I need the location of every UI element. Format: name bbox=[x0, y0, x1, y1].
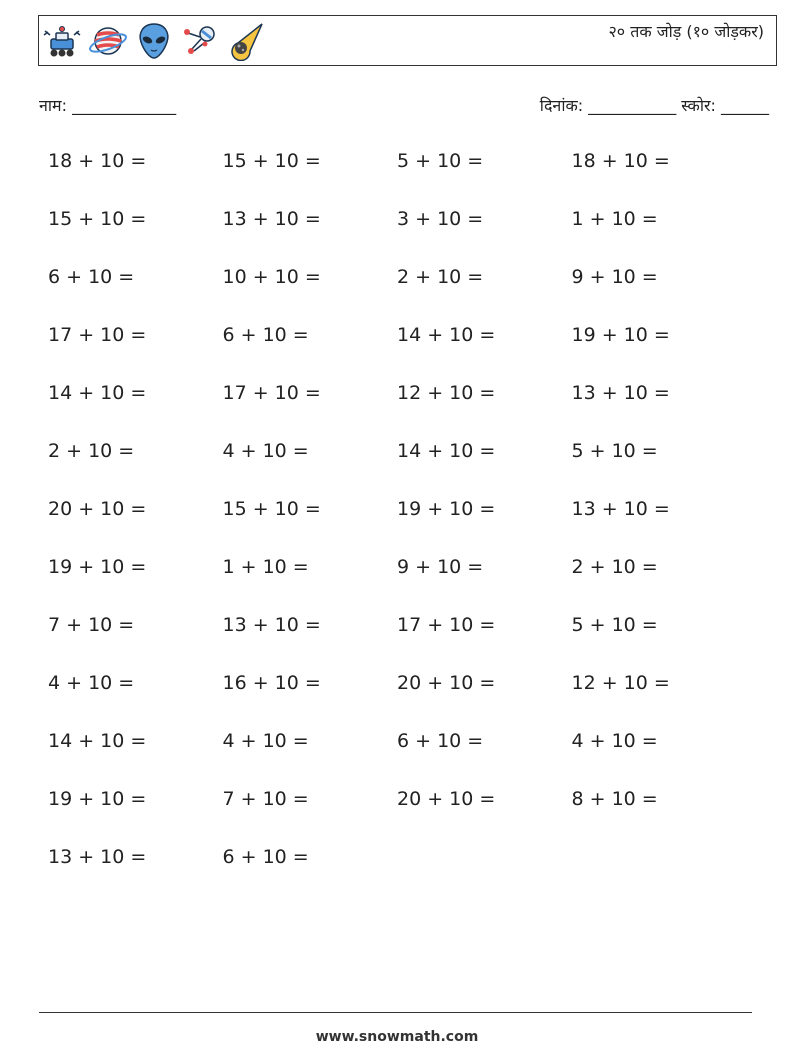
name-field-label: नाम: _____________ bbox=[39, 96, 177, 115]
problem-item: 4 + 10 = bbox=[222, 440, 309, 462]
problem-item: 9 + 10 = bbox=[571, 266, 658, 288]
problem-item: 6 + 10 = bbox=[48, 266, 135, 288]
problem-item: 14 + 10 = bbox=[397, 440, 496, 462]
problem-item: 12 + 10 = bbox=[397, 382, 496, 404]
problem-item: 1 + 10 = bbox=[222, 556, 309, 578]
problem-item: 7 + 10 = bbox=[222, 788, 309, 810]
problem-item: 2 + 10 = bbox=[397, 266, 484, 288]
problem-item: 17 + 10 = bbox=[48, 324, 147, 346]
planet-saturn-icon bbox=[88, 21, 128, 61]
problem-item: 4 + 10 = bbox=[222, 730, 309, 752]
problem-item: 17 + 10 = bbox=[397, 614, 496, 636]
alien-head-icon bbox=[134, 21, 174, 61]
problem-row bbox=[48, 610, 748, 668]
problem-item: 19 + 10 = bbox=[571, 324, 670, 346]
problem-row bbox=[48, 378, 748, 436]
problem-item: 5 + 10 = bbox=[571, 614, 658, 636]
problem-item: 12 + 10 = bbox=[571, 672, 670, 694]
problem-item: 19 + 10 = bbox=[48, 556, 147, 578]
problem-row bbox=[48, 842, 748, 900]
problem-item: 6 + 10 = bbox=[222, 324, 309, 346]
problem-row bbox=[48, 436, 748, 494]
problem-item: 14 + 10 = bbox=[48, 730, 147, 752]
worksheet-title: २० तक जोड़ (१० जोड़कर) bbox=[608, 22, 764, 41]
problem-row bbox=[48, 726, 748, 784]
worksheet-header bbox=[38, 15, 777, 66]
problem-row bbox=[48, 784, 748, 842]
problem-item: 14 + 10 = bbox=[48, 382, 147, 404]
problem-item: 2 + 10 = bbox=[571, 556, 658, 578]
problem-item: 13 + 10 = bbox=[48, 846, 147, 868]
problem-item: 20 + 10 = bbox=[397, 672, 496, 694]
problem-item: 13 + 10 = bbox=[571, 382, 670, 404]
satellite-icon bbox=[180, 21, 220, 61]
problem-row bbox=[48, 494, 748, 552]
comet-icon bbox=[226, 21, 266, 61]
problem-item: 17 + 10 = bbox=[222, 382, 321, 404]
problem-item: 5 + 10 = bbox=[571, 440, 658, 462]
problem-item: 4 + 10 = bbox=[571, 730, 658, 752]
problem-item: 3 + 10 = bbox=[397, 208, 484, 230]
problem-item: 20 + 10 = bbox=[48, 498, 147, 520]
problem-item: 19 + 10 = bbox=[48, 788, 147, 810]
problem-item: 7 + 10 = bbox=[48, 614, 135, 636]
problem-item: 6 + 10 = bbox=[397, 730, 484, 752]
problem-row bbox=[48, 204, 748, 262]
icon-strip bbox=[42, 20, 266, 62]
problem-item: 16 + 10 = bbox=[222, 672, 321, 694]
problem-item: 5 + 10 = bbox=[397, 150, 484, 172]
problem-item: 14 + 10 = bbox=[397, 324, 496, 346]
problem-item: 18 + 10 = bbox=[571, 150, 670, 172]
problem-item: 15 + 10 = bbox=[48, 208, 147, 230]
problem-item: 6 + 10 = bbox=[222, 846, 309, 868]
problem-item: 13 + 10 = bbox=[222, 208, 321, 230]
footer-divider bbox=[39, 1012, 752, 1013]
problem-item: 15 + 10 = bbox=[222, 150, 321, 172]
problem-row bbox=[48, 146, 748, 204]
problem-row bbox=[48, 552, 748, 610]
problem-item: 15 + 10 = bbox=[222, 498, 321, 520]
problem-item: 4 + 10 = bbox=[48, 672, 135, 694]
problem-row bbox=[48, 320, 748, 378]
date-score-label: दिनांक: ___________ स्कोर: ______ bbox=[539, 96, 769, 115]
problem-item: 2 + 10 = bbox=[48, 440, 135, 462]
problem-item: 1 + 10 = bbox=[571, 208, 658, 230]
problem-item: 10 + 10 = bbox=[222, 266, 321, 288]
problem-item: 20 + 10 = bbox=[397, 788, 496, 810]
problem-item: 13 + 10 = bbox=[222, 614, 321, 636]
problem-item: 8 + 10 = bbox=[571, 788, 658, 810]
problem-grid bbox=[48, 146, 748, 900]
problem-item: 19 + 10 = bbox=[397, 498, 496, 520]
problem-row bbox=[48, 262, 748, 320]
problem-item: 9 + 10 = bbox=[397, 556, 484, 578]
rover-robot-icon bbox=[42, 21, 82, 61]
problem-row bbox=[48, 668, 748, 726]
footer-url: www.snowmath.com bbox=[315, 1029, 479, 1045]
problem-item: 13 + 10 = bbox=[571, 498, 670, 520]
problem-item: 18 + 10 = bbox=[48, 150, 147, 172]
